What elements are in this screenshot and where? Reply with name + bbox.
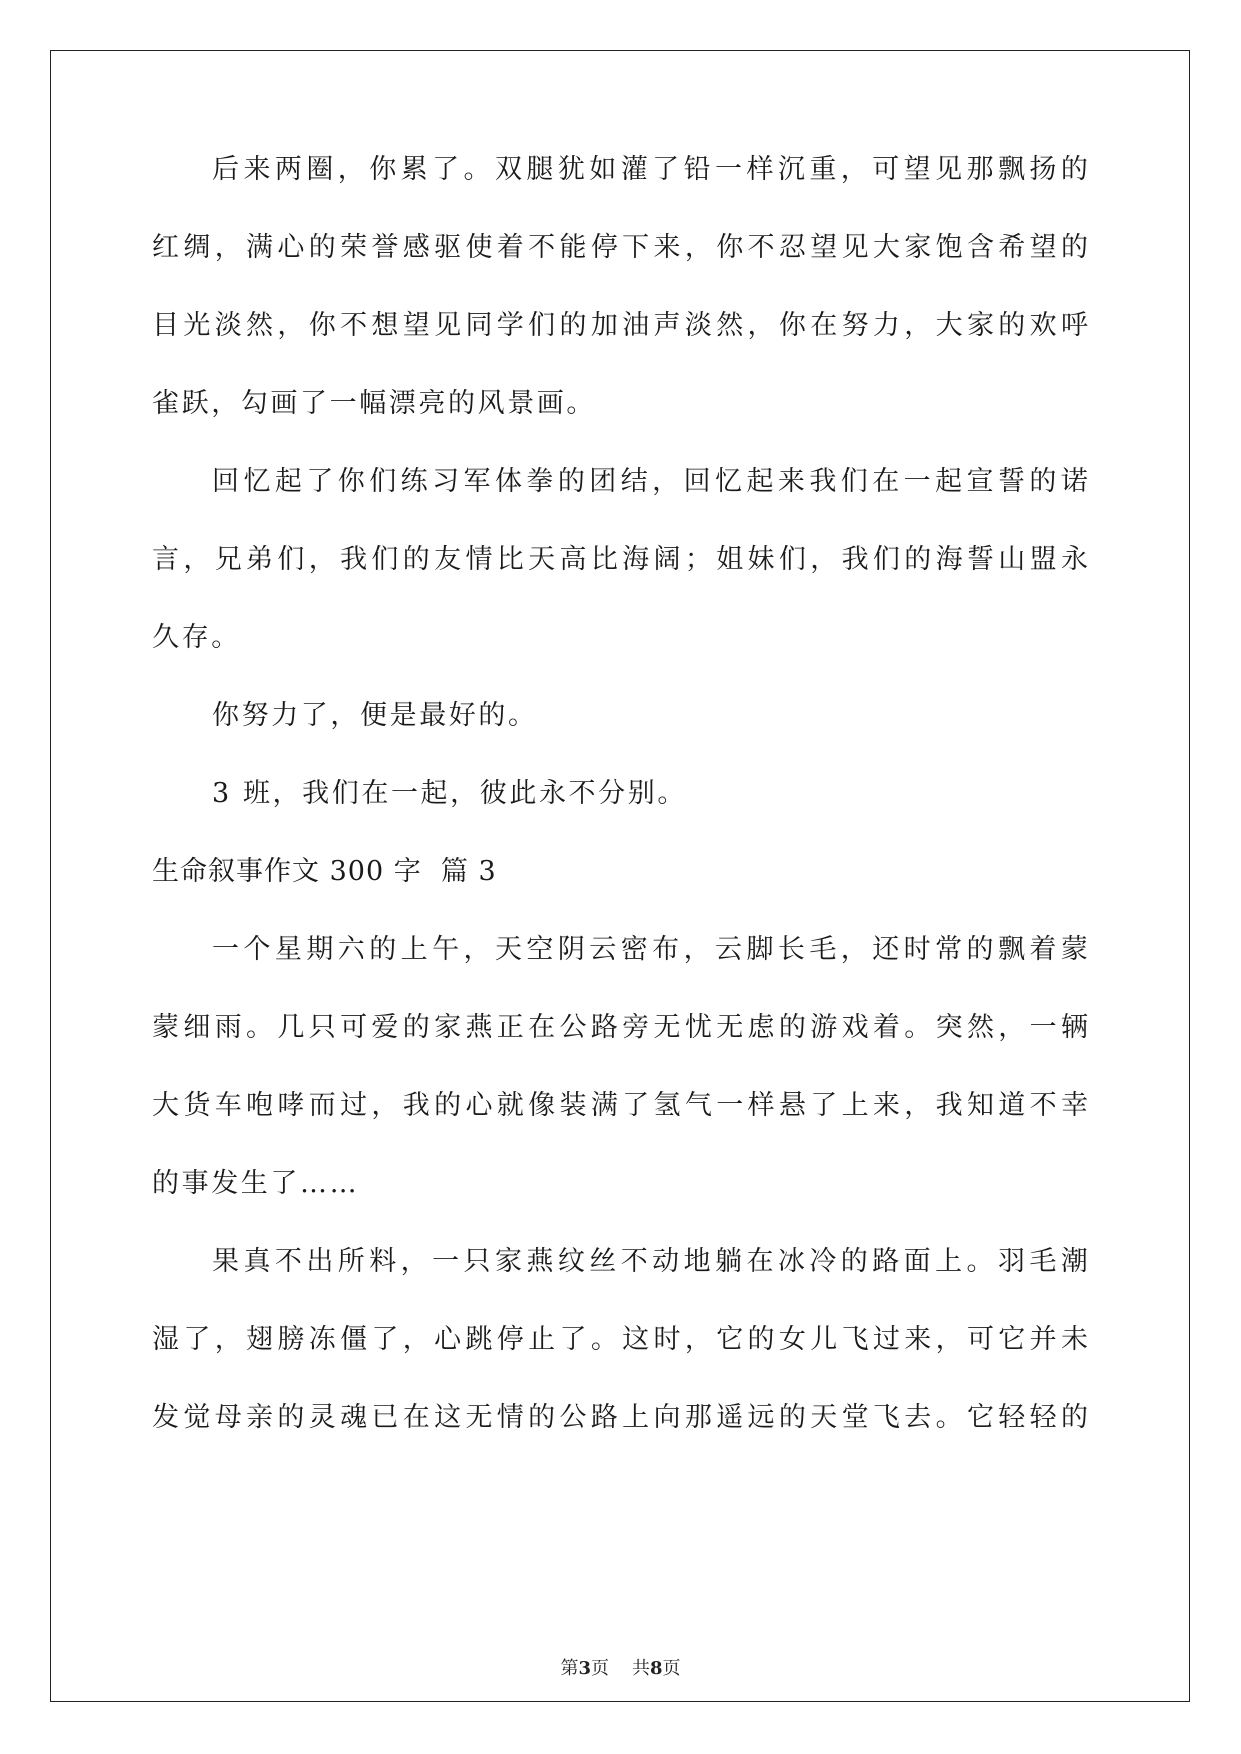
current-page-number: 3: [578, 1658, 592, 1679]
paragraph-line: 后 来 两 圈 ， 你 累 了 。 双 腿 犹 如 灌 了 铅 一 样 沉 重 ， 可 望 见 那 飘 扬 的: [212, 154, 1088, 185]
paragraph-line: 目 光 淡 然 ， 你 不 想 望 见 同 学 们 的 加 油 声 淡 然 ， 你 在 努 力 ， 大 家 的 欢 呼: [152, 310, 1088, 341]
paragraph-line: 红 绸 ， 满 心 的 荣 誉 感 驱 使 着 不 能 停 下 来 ， 你 不 忍 望 见 大 家 饱 含 希 望 的: [152, 232, 1088, 263]
paragraph-line: 蒙 细 雨 。 几 只 可 爱 的 家 燕 正 在 公 路 旁 无 忧 无 虑 的 游 戏 着 。 突 然 ， 一 辆: [152, 1012, 1088, 1043]
total-prefix: 共: [631, 1658, 650, 1679]
total-suffix: 页: [662, 1658, 681, 1679]
paragraph-line: 大 货 车 咆 哮 而 过 ， 我 的 心 就 像 装 满 了 氢 气 一 样 悬 了 上 来 ， 我 知 道 不 幸: [152, 1090, 1088, 1121]
page-suffix: 页: [591, 1658, 610, 1679]
paragraph-line: 的事发生了……: [152, 1168, 360, 1199]
paragraph-line: 言 ， 兄 弟 们 ， 我 们 的 友 情 比 天 高 比 海 阔 ； 姐 妹 们 ， 我 们 的 海 誓 山 盟 永: [152, 544, 1088, 575]
page-footer: [0, 1654, 1241, 1680]
paragraph-line: 你努力了，便是最好的。: [212, 700, 538, 731]
paragraph-line: 湿 了 ， 翅 膀 冻 僵 了 ， 心 跳 停 止 了 。 这 时 ， 它 的 女 儿 飞 过 来 ， 可 它 并 未: [152, 1324, 1088, 1355]
paragraph-line: 久存。: [152, 622, 241, 653]
paragraph-line: 3 班，我们在一起，彼此永不分别。: [212, 778, 687, 809]
paragraph-line: 发 觉 母 亲 的 灵 魂 已 在 这 无 情 的 公 路 上 向 那 遥 远 的 天 堂 飞 去 。 它 轻 轻 的: [152, 1402, 1088, 1433]
page-prefix: 第: [560, 1658, 579, 1679]
section-heading: 生命叙事作文 300 字 篇 3: [152, 856, 497, 887]
paragraph-line: 雀跃，勾画了一幅漂亮的风景画。: [152, 388, 596, 419]
paragraph-line: 果 真 不 出 所 料 ， 一 只 家 燕 纹 丝 不 动 地 躺 在 冰 冷 的 路 面 上 。 羽 毛 潮: [212, 1246, 1088, 1277]
paragraph-line: 一 个 星 期 六 的 上 午 ， 天 空 阴 云 密 布 ， 云 脚 长 毛 ， 还 时 常 的 飘 着 蒙: [212, 934, 1088, 965]
total-pages-number: 8: [649, 1658, 663, 1679]
paragraph-line: 回 忆 起 了 你 们 练 习 军 体 拳 的 团 结 ， 回 忆 起 来 我 们 在 一 起 宣 誓 的 诺: [212, 466, 1088, 497]
